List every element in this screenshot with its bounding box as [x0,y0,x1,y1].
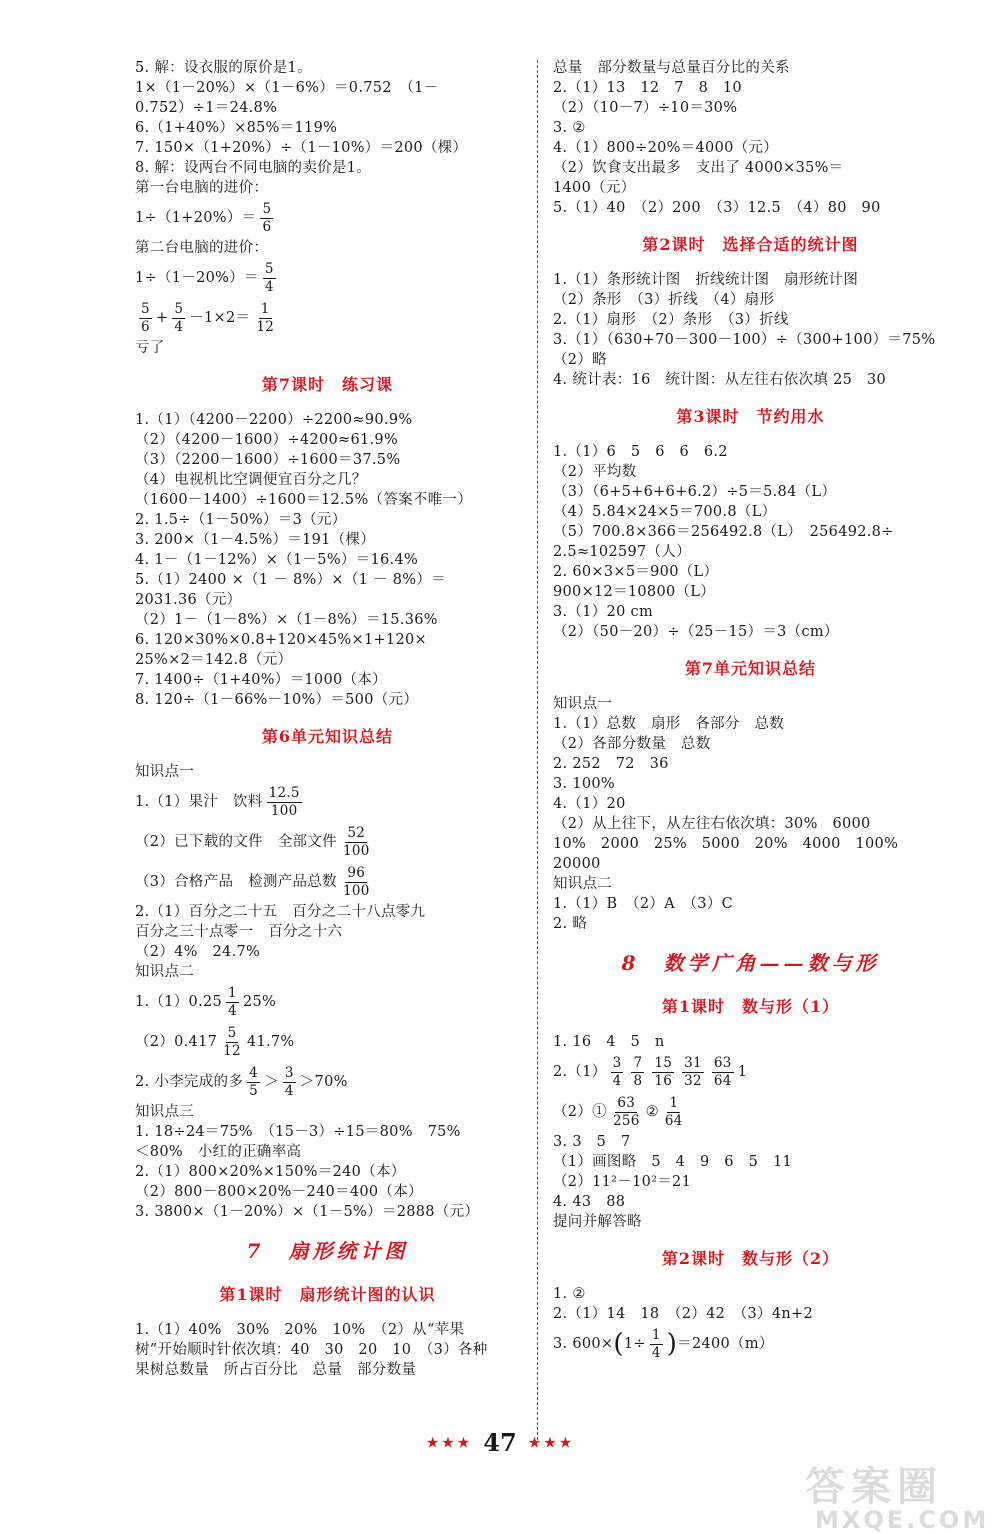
text-line: 1.（1）B （2）A （3）C [553,896,734,912]
fraction [682,1055,704,1090]
text-line: 3. ② [553,120,586,136]
fraction-line [135,198,520,238]
text-line: 5.（1）2400 ×（1 － 8%）×（1 － 8%）＝ [135,572,446,588]
text-span: 2. 小李完成的多 [135,1074,244,1090]
text-span: （2）① [553,1104,607,1120]
star-icon: ★★★ [527,1433,575,1452]
text-line: （2）各部分数量 总数 [553,736,711,752]
text-span: 2.（1） [553,1064,607,1080]
numerator: 31 [684,1054,702,1071]
text-line: 7. 150×（1+20%）÷（1－10%）＝200（棵） [135,140,468,156]
text-line: 2.（1）扇形 （2）条形 （3）折线 [553,312,789,328]
text-line: 2. 1.5÷（1－50%）＝3（元） [135,512,347,528]
denominator: 32 [684,1072,702,1089]
text-line: （2）略 [553,352,607,368]
numerator: 5 [264,260,274,277]
knowledge-point-label: 知识点一 [553,696,613,712]
numerator: 1 [669,1094,679,1111]
text-span: + [155,310,169,326]
star-icon: ★★★ [425,1433,473,1452]
denominator: 4 [228,1002,237,1019]
fraction [341,825,372,860]
fraction-line [135,258,520,298]
unit-summary-heading: 第6单元知识总结 [261,727,394,746]
text-line: （5）700.8×366＝256492.8（L） 256492.8÷ [553,524,894,540]
text-line: 树”开始顺时针依次填：40 30 20 10 （3）各种 [135,1342,488,1358]
numerator: 1 [651,1326,661,1343]
fraction [650,1327,663,1362]
text-span: 1.（1）0.25 [135,994,223,1010]
numerator: 4 [249,1064,259,1081]
text-line: 3.（1）（630+70－300－100）÷（300+100）＝75% [553,332,936,348]
text-line: （2）11²－10²＝21 [553,1174,692,1190]
text-line: 1.（1）条形统计图 折线统计图 扇形统计图 [553,272,859,288]
text-line: 1×（1－20%）×（1－6%）＝0.752 （1－ [135,80,439,96]
text-line: 1400（元） [553,180,636,196]
denominator: 6 [141,318,150,335]
fraction-line [135,1062,520,1102]
text-line: 3. 3800×（1－20%）×（1－5%）＝2888（元） [135,1204,480,1220]
text-span: （3）合格产品 检测产品总数 [135,874,337,890]
fraction-line [135,862,520,902]
denominator: 4 [612,1072,622,1089]
text-line: （2）从上往下，从左往右依次填：30% 6000 [553,816,871,832]
text-line: 2. 60×3×5＝900（L） [553,564,719,580]
text-line: 3. 3 5 7 [553,1134,631,1150]
left-paren: ( [613,1329,624,1359]
fraction [254,301,276,336]
denominator: 12 [256,318,275,335]
text-span: －1×2＝ [189,310,251,326]
left-column [135,58,520,1380]
fraction [611,1055,624,1090]
denominator: 64 [664,1112,683,1129]
lesson-heading: 第2课时 选择合适的统计图 [642,235,859,254]
text-line: 1. ② [553,1286,586,1302]
lesson-heading: 第2课时 数与形（2） [661,1249,840,1268]
text-span: ② [645,1104,659,1120]
text-span: 1.（1）果汁 饮料 [135,794,263,810]
denominator: 4 [284,1082,294,1099]
text-line: （2）（50－20）÷（25－15）＝3（cm） [553,624,839,640]
lesson-heading: 第3课时 节约用水 [676,407,825,426]
fraction-line [553,1092,948,1132]
text-line: （3）（6+5+6+6+6.2）÷5＝5.84（L） [553,484,837,500]
text-line: 第一台电脑的进价： [135,180,269,196]
denominator: 4 [264,278,274,295]
denominator: 100 [342,882,370,899]
lesson-heading: 第1课时 扇形统计图的认识 [219,1285,436,1304]
fraction [172,301,185,336]
text-line: （2）饮食支出最多 支出了 4000×35%＝ [553,160,844,176]
fraction [712,1055,734,1090]
text-line: （4）电视机比空调便宜百分之几？ [135,472,367,488]
text-line: 2.（1）800×20%×150%＝240（本） [135,1164,406,1180]
knowledge-point-label: 知识点三 [135,1104,195,1120]
text-line: 亏了 [135,340,165,356]
text-span: 1÷（1－20%）＝ [135,270,259,286]
text-line: 5.（1）40 （2）200 （3）12.5 （4）80 90 [553,200,881,216]
text-line: 10% 2000 25% 5000 20% 4000 100% [553,836,899,852]
numerator: 3 [284,1064,294,1081]
numerator: 15 [654,1054,673,1071]
numerator: 1 [260,300,270,317]
denominator: 64 [713,1072,732,1089]
watermark-url: MXQE.COM [815,1506,990,1534]
denominator: 8 [633,1072,643,1089]
right-paren: ) [666,1329,678,1359]
text-line: （2）1－（1－8%）×（1－8%）＝15.36% [135,612,438,628]
text-line: ＜80% 小红的正确率高 [135,1144,302,1160]
fraction [611,1095,642,1130]
text-line: （4）5.84×24×5＝700.8（L） [553,504,777,520]
text-line: （2）800－800×20%－240＝400（本） [135,1184,423,1200]
text-span: 3. 600× [553,1336,614,1352]
text-line: （3）（2200－1600）÷1600＝37.5% [135,452,401,468]
knowledge-point-label: 知识点二 [553,876,613,892]
knowledge-point-label: 知识点一 [135,764,195,780]
fraction [221,1025,243,1060]
numerator: 63 [713,1054,732,1071]
text-line: 2031.36（元） [135,592,242,608]
numerator: 5 [141,300,150,317]
text-span: 1 [737,1064,748,1080]
text-span: 41.7% [246,1034,295,1050]
text-line: 4. 统计表：16 统计图：从左往右依次填 25 30 [553,372,887,388]
text-line: （2）（10－7）÷10＝30% [553,100,738,116]
fraction-line [135,982,520,1022]
text-line: 8. 解：设两台不同电脑的卖价是1。 [135,160,372,176]
unit-summary-heading: 第7单元知识总结 [684,659,817,678]
numerator: 63 [617,1094,636,1111]
text-line: 6.（1+40%）×85%＝119% [135,120,338,136]
text-line: 2.5≈102597（人） [553,544,691,560]
text-line: 3. 100% [553,776,615,792]
text-line: （2）4% 24.7% [135,944,261,960]
lesson-heading: 第7课时 练习课 [261,375,394,394]
text-line: 提问并解答略 [553,1214,642,1230]
text-line: 1.（1）总数 扇形 各部分 总数 [553,716,785,732]
fraction [260,201,273,236]
text-span: ＝2400（m） [677,1336,774,1352]
numerator: 96 [347,864,366,881]
knowledge-point-label: 知识点二 [135,964,195,980]
text-line: （1）画图略 5 4 9 6 5 11 [553,1154,793,1170]
text-line: 4. 43 88 [553,1194,626,1210]
text-line: 4.（1）20 [553,796,626,812]
lesson-heading: 第1课时 数与形（1） [661,997,840,1016]
text-span: 1÷ [623,1336,646,1352]
fraction [139,301,152,336]
text-line: 果树总数量 所占百分比 总量 部分数量 [135,1362,417,1378]
text-line: 8. 120÷（1－66%－10%）＝500（元） [135,692,419,708]
fraction [226,985,239,1020]
text-line: 6. 120×30%×0.8+120×45%×1+120× [135,632,427,648]
numerator: 5 [227,1024,237,1041]
text-line: 百分之三十点零一 百分之十六 [135,924,343,940]
text-span: （2）已下载的文件 全部文件 [135,834,337,850]
chapter-heading: 7 扇形统计图 [246,1239,409,1263]
denominator: 4 [651,1344,661,1361]
fraction [341,865,372,900]
text-line: 1.（1）6 5 6 6 6.2 [553,444,728,460]
text-line: 2. 252 72 36 [553,756,669,772]
fraction [247,1065,260,1100]
fraction-line [135,298,520,338]
column-divider [537,60,538,1440]
text-line: 4. 1－（1－12%）×（1－5%）＝16.4% [135,552,419,568]
text-line: 5. 解：设衣服的原价是1。 [135,60,312,76]
text-line: 2.（1）百分之二十五 百分之二十八点零九 [135,904,426,920]
denominator: 5 [249,1082,259,1099]
text-line: （2）（4200－1600）÷4200≈61.9% [135,432,399,448]
text-line: 1. 16 4 5 n [553,1034,665,1050]
page-number: 47 [483,1428,517,1457]
numerator: 3 [612,1054,622,1071]
text-line: 2. 略 [553,916,588,932]
numerator: 5 [174,300,184,317]
fraction [267,785,302,820]
chapter-heading: 8 数学广角——数与形 [621,951,880,975]
text-span: 25% [242,994,277,1010]
denominator: 256 [612,1112,640,1129]
text-line: 1.（1）（4200－2200）÷2200≈90.9% [135,412,413,428]
fraction [283,1065,296,1100]
right-column [553,58,948,1364]
text-line: 2.（1）13 12 7 8 10 [553,80,742,96]
denominator: 6 [262,218,272,235]
denominator: 4 [174,318,184,335]
numerator: 7 [633,1054,643,1071]
numerator: 52 [347,824,366,841]
fraction-line [553,1052,948,1092]
numerator: 1 [228,984,237,1001]
text-line: （2）条形 （3）折线 （4）扇形 [553,292,775,308]
text-line: 2.（1）14 18 （2）42 （3）4n+2 [553,1306,814,1322]
fraction [263,261,276,296]
text-span: （2）0.417 [135,1034,218,1050]
text-line: 4.（1）800÷20%＝4000（元） [553,140,779,156]
fraction [652,1055,674,1090]
text-line: （2）平均数 [553,464,637,480]
text-span: ＞70% [299,1074,348,1090]
text-line: 1. 18÷24＝75% （15－3）÷15＝80% 75% [135,1124,461,1140]
denominator: 100 [342,842,370,859]
text-line: 总量 部分数量与总量百分比的关系 [553,60,790,76]
numerator: 5 [262,200,272,217]
fraction-line [135,822,520,862]
watermark-text: 答案圈 [805,1464,943,1510]
text-line: 3. 200×（1－4.5%）＝191（棵） [135,532,376,548]
denominator: 12 [223,1042,241,1059]
fraction-line [135,782,520,822]
fraction-line [553,1324,948,1364]
denominator: 100 [270,802,298,819]
text-line: 3.（1）20 cm [553,604,653,620]
fraction [631,1055,644,1090]
text-line: 0.752）÷1＝24.8% [135,100,278,116]
text-line: 7. 1400÷（1+40%）＝1000（本） [135,672,387,688]
denominator: 16 [654,1072,673,1089]
numerator: 12.5 [268,784,300,801]
text-line: 25%×2＝142.8（元） [135,652,293,668]
text-line: （1600－1400）÷1600＝12.5%（答案不唯一） [135,492,473,508]
text-line: 1.（1）40% 30% 20% 10% （2）从“苹果 [135,1322,465,1338]
text-span: 1÷（1+20%）＝ [135,210,257,226]
text-line: 20000 [553,856,601,872]
fraction [663,1095,685,1130]
text-line: 900×12＝10800（L） [553,584,716,600]
watermark-logo [805,1455,995,1534]
text-span: ＞ [264,1074,279,1090]
fraction-line [135,1022,520,1062]
text-line: 第二台电脑的进价： [135,240,269,256]
